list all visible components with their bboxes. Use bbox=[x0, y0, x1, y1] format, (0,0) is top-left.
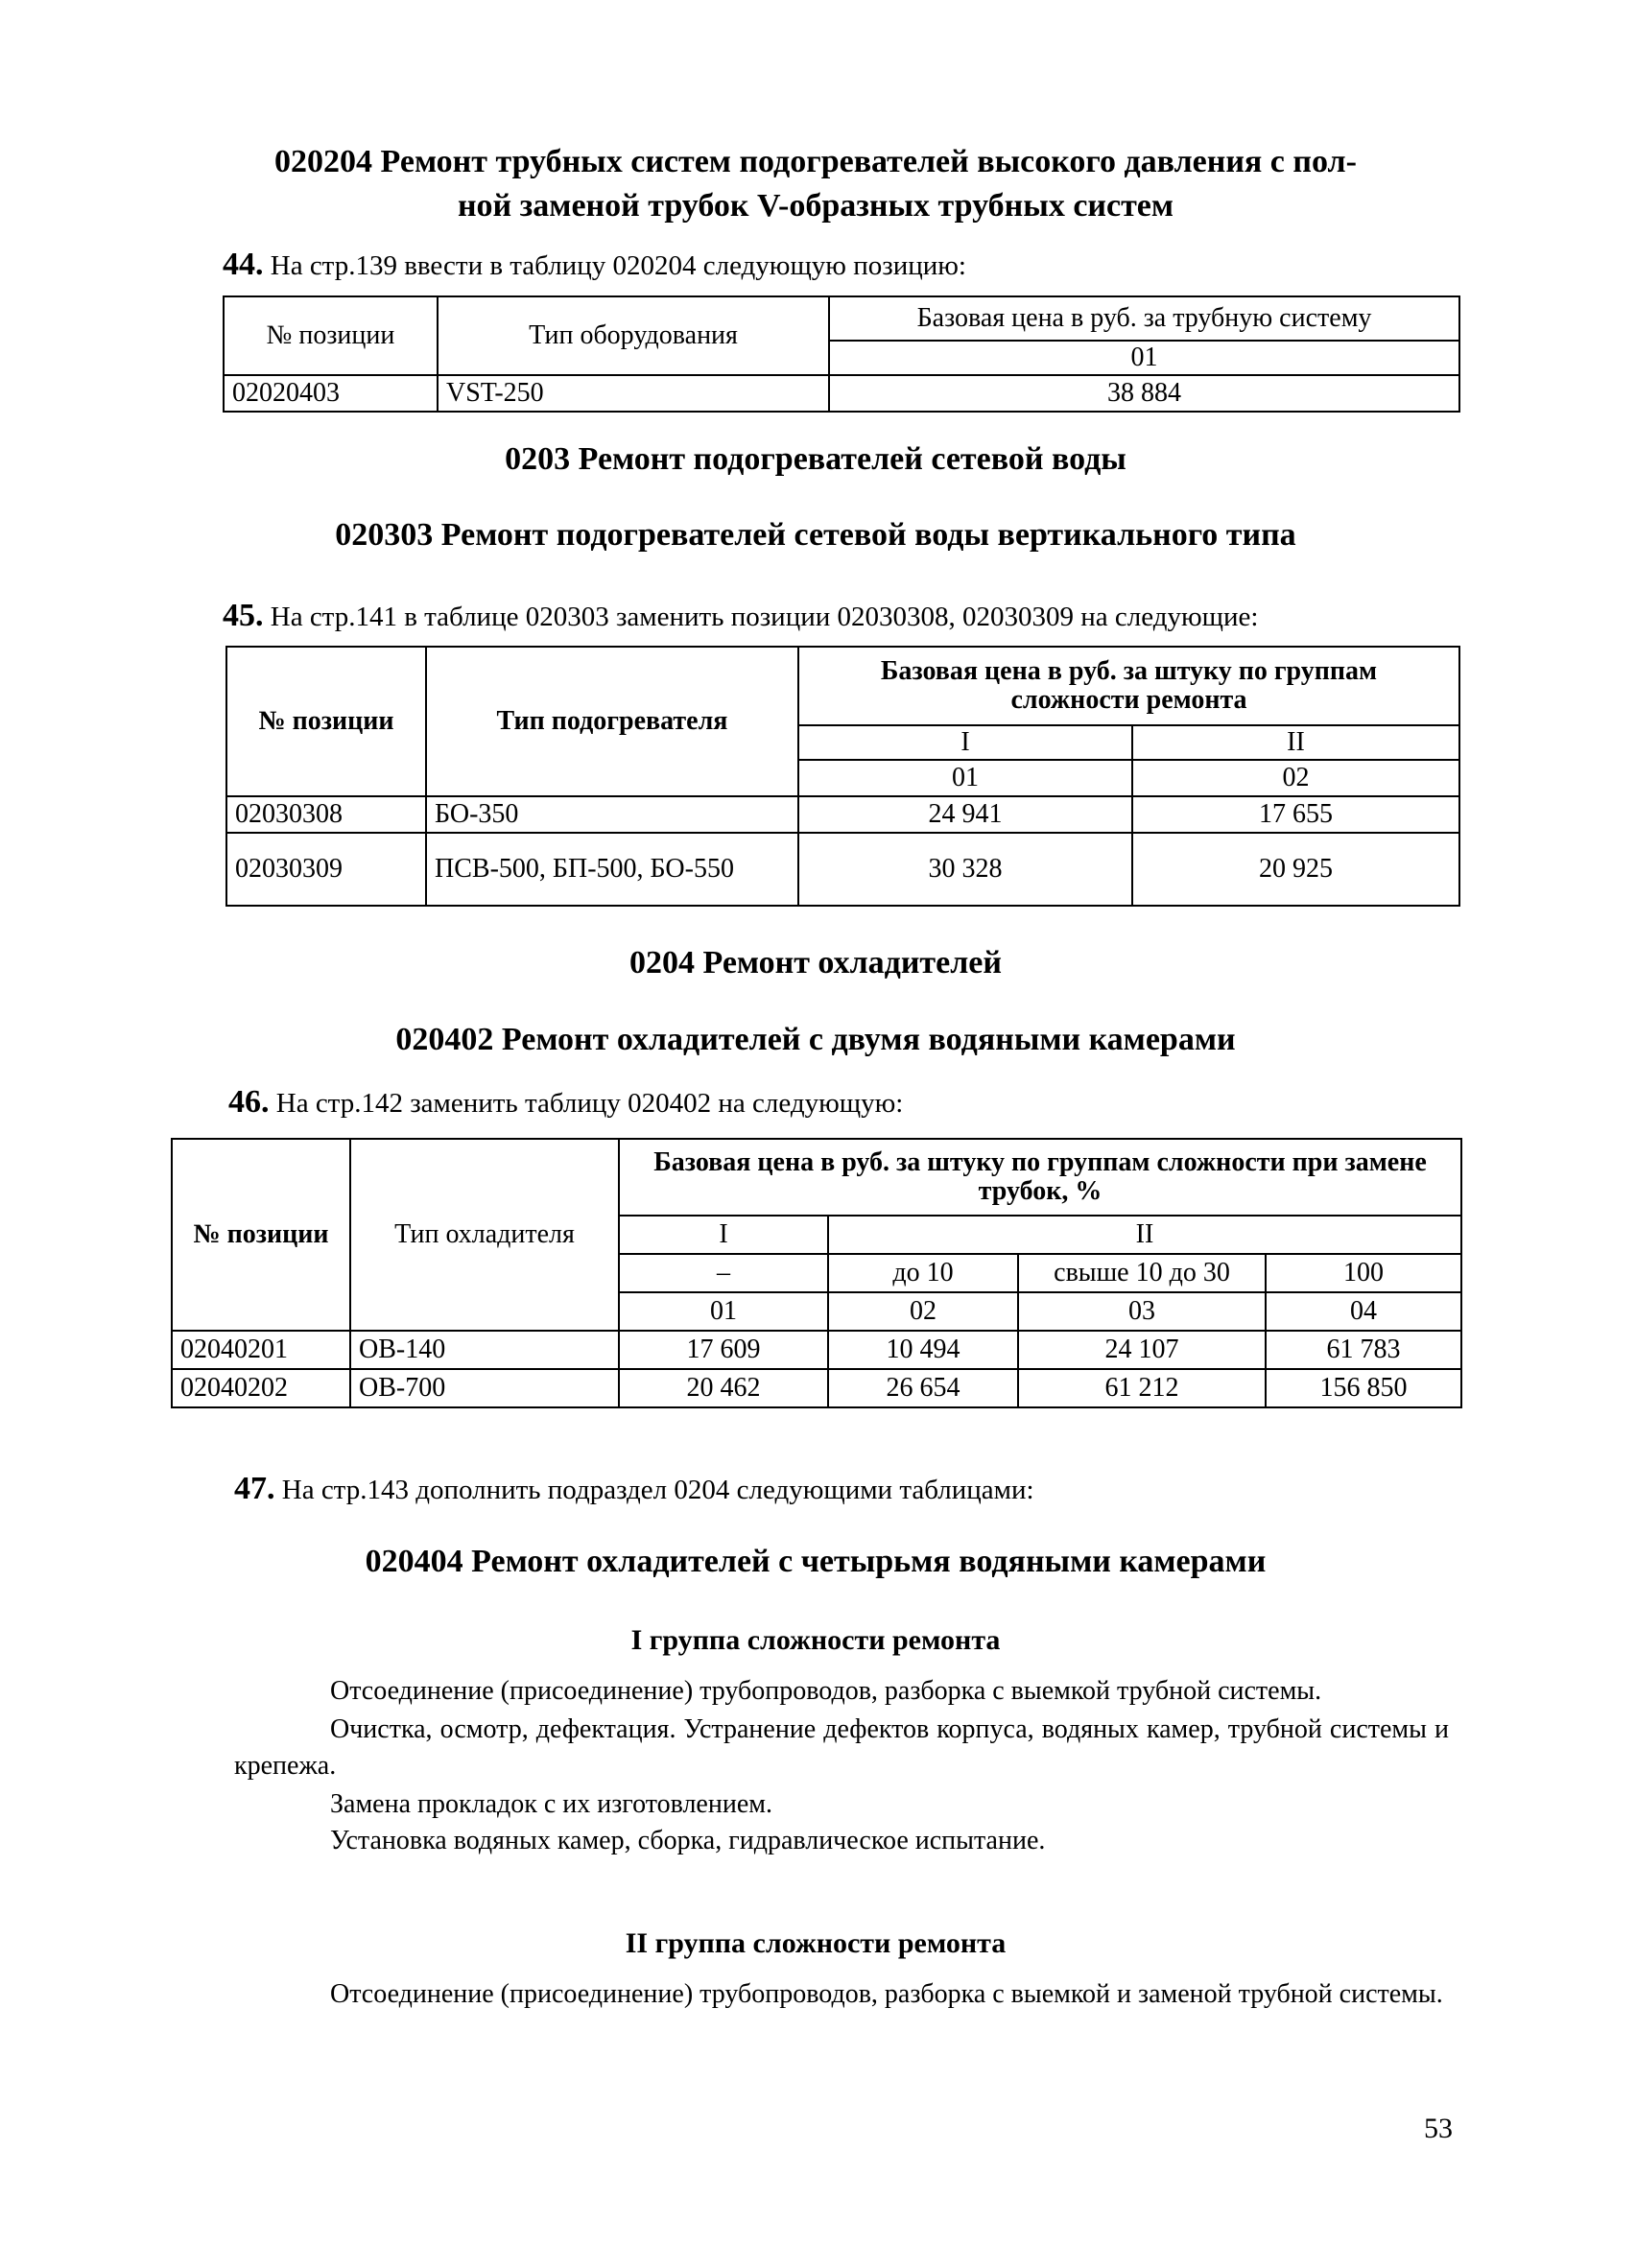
sub-4: 100 bbox=[1266, 1254, 1461, 1292]
item-45 bbox=[223, 599, 1489, 634]
cell-type: ОВ-700 bbox=[350, 1369, 619, 1407]
section-020402-title: 020402 Ремонт охладителей с двумя водяными камерами bbox=[395, 1022, 1236, 1057]
group-2-header: II bbox=[1132, 725, 1459, 760]
cell-type: ПСВ-500, БП-500, БО-550 bbox=[426, 833, 798, 906]
col-price-header: Базовая цена в руб. за штуку по группам сложности ремонта bbox=[798, 647, 1459, 725]
item-47-text: На стр.143 дополнить подраздел 0204 следующими таблицами: bbox=[281, 1475, 1034, 1505]
cell-price-1: 24 941 bbox=[798, 796, 1132, 833]
col-position-header: № позиции bbox=[224, 296, 438, 375]
code-2: 02 bbox=[828, 1292, 1018, 1331]
group-1-body bbox=[234, 1673, 1449, 1859]
paragraph: Отсоединение (присоединение) трубопроводов, разборка с выемкой и заменой трубной системы. bbox=[330, 1979, 1443, 2009]
table-row bbox=[172, 1369, 1461, 1407]
item-45-number: 45. bbox=[223, 598, 264, 633]
code-1: 01 bbox=[619, 1292, 828, 1331]
col-position-header: № позиции bbox=[172, 1139, 350, 1331]
group-1-title: I группа сложности ремонта bbox=[630, 1624, 1001, 1656]
paragraph: Очистка, осмотр, дефектация. Устранение дефектов корпуса, водяных камер, трубной системы и крепежа. bbox=[234, 1714, 1449, 1781]
section-020404-title: 020404 Ремонт охладителей с четырьмя водяными камерами bbox=[365, 1544, 1267, 1579]
group-1-header: I bbox=[798, 725, 1132, 760]
item-45-text: На стр.141 в таблице 020303 заменить позиции 02030308, 02030309 на следующие: bbox=[270, 602, 1259, 632]
code-2: 02 bbox=[1132, 760, 1459, 796]
col-type-header: Тип охладителя bbox=[350, 1139, 619, 1331]
table-020402 bbox=[171, 1138, 1462, 1408]
cell-price-1: 30 328 bbox=[798, 833, 1132, 906]
cell-position: 02040202 bbox=[172, 1369, 350, 1407]
cell-price-4: 156 850 bbox=[1266, 1369, 1461, 1407]
sub-1: – bbox=[619, 1254, 828, 1292]
group-2-header: II bbox=[828, 1216, 1461, 1254]
table-row bbox=[224, 375, 1459, 412]
cell-type: VST-250 bbox=[438, 375, 829, 412]
col-price-header: Базовая цена в руб. за трубную систему bbox=[829, 296, 1459, 341]
page-number: 53 bbox=[1424, 2113, 1453, 2144]
code-3: 03 bbox=[1018, 1292, 1266, 1331]
paragraph: Отсоединение (присоединение) трубопроводов, разборка с выемкой трубной системы. bbox=[330, 1676, 1322, 1706]
cell-type: ОВ-140 bbox=[350, 1331, 619, 1369]
item-46-text: На стр.142 заменить таблицу 020402 на следующую: bbox=[275, 1088, 904, 1119]
code-4: 04 bbox=[1266, 1292, 1461, 1331]
group-2-body bbox=[234, 1976, 1449, 2013]
paragraph: Замена прокладок с их изготовлением. bbox=[330, 1789, 772, 1819]
item-47 bbox=[234, 1472, 1482, 1507]
cell-position: 02040201 bbox=[172, 1331, 350, 1369]
cell-price-2: 10 494 bbox=[828, 1331, 1018, 1369]
cell-price: 38 884 bbox=[829, 375, 1459, 412]
cell-position: 02030308 bbox=[226, 796, 426, 833]
table-row bbox=[226, 833, 1459, 906]
item-44 bbox=[223, 248, 1470, 283]
cell-price-1: 17 609 bbox=[619, 1331, 828, 1369]
cell-position: 02020403 bbox=[224, 375, 438, 412]
group-1-header: I bbox=[619, 1216, 828, 1254]
section-020204-title bbox=[144, 140, 1487, 228]
section-020303-title: 020303 Ремонт подогревателей сетевой воды вертикального типа bbox=[335, 517, 1296, 553]
item-44-number: 44. bbox=[223, 247, 264, 282]
table-row bbox=[226, 796, 1459, 833]
cell-price-3: 61 212 bbox=[1018, 1369, 1266, 1407]
cell-price-3: 24 107 bbox=[1018, 1331, 1266, 1369]
section-020204-title-line1: 020204 Ремонт трубных систем подогревателей высокого давления с пол- bbox=[274, 144, 1357, 179]
sub-3: свыше 10 до 30 bbox=[1018, 1254, 1266, 1292]
table-020204 bbox=[223, 295, 1460, 413]
table-row bbox=[172, 1331, 1461, 1369]
cell-price-2: 20 925 bbox=[1132, 833, 1459, 906]
col-position-header: № позиции bbox=[226, 647, 426, 796]
cell-price-2: 17 655 bbox=[1132, 796, 1459, 833]
cell-price-4: 61 783 bbox=[1266, 1331, 1461, 1369]
col-type-header: Тип подогревателя bbox=[426, 647, 798, 796]
item-46-number: 46. bbox=[228, 1084, 270, 1120]
cell-type: БО-350 bbox=[426, 796, 798, 833]
paragraph: Установка водяных камер, сборка, гидравлическое испытание. bbox=[330, 1826, 1046, 1855]
item-46 bbox=[228, 1085, 1476, 1121]
table-020303 bbox=[225, 646, 1460, 907]
col-type-header: Тип оборудования bbox=[438, 296, 829, 375]
item-47-number: 47. bbox=[234, 1471, 275, 1506]
col-code: 01 bbox=[829, 341, 1459, 375]
col-price-header: Базовая цена в руб. за штуку по группам сложности при замене трубок, % bbox=[619, 1139, 1461, 1216]
item-44-text: На стр.139 ввести в таблицу 020204 следующую позицию: bbox=[270, 250, 966, 281]
cell-price-2: 26 654 bbox=[828, 1369, 1018, 1407]
section-0204-title: 0204 Ремонт охладителей bbox=[629, 945, 1002, 980]
code-1: 01 bbox=[798, 760, 1132, 796]
section-0203-title: 0203 Ремонт подогревателей сетевой воды bbox=[505, 441, 1126, 477]
sub-2: до 10 bbox=[828, 1254, 1018, 1292]
section-020204-title-line2: ной заменой трубок V-образных трубных систем bbox=[457, 188, 1174, 224]
cell-price-1: 20 462 bbox=[619, 1369, 828, 1407]
group-2-title: II группа сложности ремонта bbox=[625, 1927, 1007, 1959]
cell-position: 02030309 bbox=[226, 833, 426, 906]
